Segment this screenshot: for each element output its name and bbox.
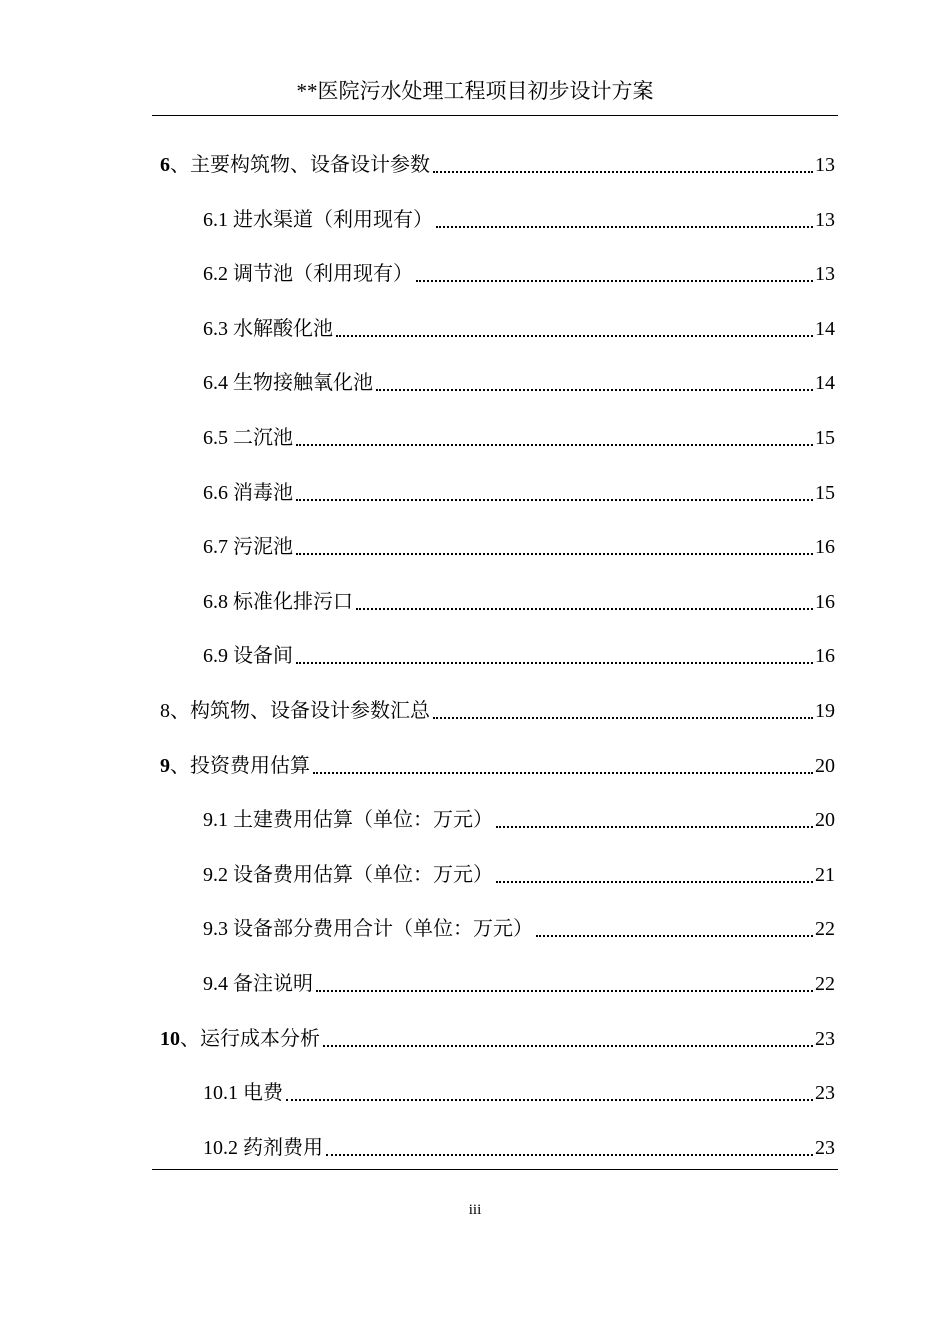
toc-dot-leader <box>316 990 813 992</box>
toc-entry[interactable] <box>203 639 835 673</box>
toc-entry[interactable] <box>160 694 835 728</box>
toc-entry-number: 9 <box>160 754 170 777</box>
toc-entry[interactable] <box>203 421 835 455</box>
toc-entry-label <box>203 1076 283 1110</box>
toc-entry-page: 14 <box>815 372 835 395</box>
toc-entry-text: 6.8 标准化排污口 <box>203 590 353 613</box>
toc-dot-leader <box>313 772 813 774</box>
toc-entry-label <box>203 803 493 837</box>
toc-entry[interactable] <box>203 803 835 837</box>
page-header-title: **医院污水处理工程项目初步设计方案 <box>296 79 654 103</box>
toc-entry-page: 19 <box>815 700 835 722</box>
toc-entry-label <box>203 912 533 946</box>
toc-entry-number: 10 <box>160 1027 180 1050</box>
toc-dot-leader <box>356 608 813 610</box>
toc-entry[interactable] <box>203 1131 835 1165</box>
toc-entry-label <box>203 366 373 400</box>
toc-entry-number: 6 <box>160 154 170 176</box>
toc-entry-text: 8、构筑物、设备设计参数汇总 <box>160 700 430 722</box>
toc-dot-leader <box>286 1099 813 1101</box>
toc-entry-text: 6.5 二沉池 <box>203 427 293 449</box>
toc-dot-leader <box>326 1154 813 1156</box>
toc-entry[interactable] <box>203 476 835 510</box>
toc-dot-leader <box>496 826 813 828</box>
toc-entry[interactable] <box>160 1022 835 1056</box>
toc-entry-page: 15 <box>815 427 835 449</box>
footer-rule <box>152 1169 838 1170</box>
toc-entry[interactable] <box>203 530 835 564</box>
toc-entry[interactable] <box>203 967 835 1001</box>
toc-entry-label <box>203 858 493 892</box>
toc-entry-page: 13 <box>815 208 835 231</box>
toc-entry[interactable] <box>160 749 835 783</box>
toc-entry-page: 15 <box>815 481 835 504</box>
toc-entry-label <box>203 203 433 237</box>
toc-entry-text: 6.6 消毒池 <box>203 481 293 504</box>
toc-entry-text: 、投资费用估算 <box>170 754 310 777</box>
toc-entry[interactable] <box>203 585 835 619</box>
toc-entry-page: 14 <box>815 317 835 340</box>
toc-entry-page: 22 <box>815 973 835 995</box>
toc-entry-page: 23 <box>815 1136 835 1159</box>
toc-dot-leader <box>433 717 813 719</box>
toc-entry-page: 20 <box>815 754 835 777</box>
toc-entry-page: 13 <box>815 154 835 176</box>
toc-entry-label <box>203 530 293 564</box>
toc-entry-page: 16 <box>815 536 835 559</box>
toc-entry-label <box>203 585 353 619</box>
toc-dot-leader <box>416 280 813 282</box>
toc-dot-leader <box>296 662 813 664</box>
toc-dot-leader <box>296 553 813 555</box>
toc-entry-label <box>203 476 293 510</box>
toc-dot-leader <box>536 935 813 937</box>
toc-dot-leader <box>323 1045 813 1047</box>
toc-entry-page: 23 <box>815 1027 835 1050</box>
toc-entry-label <box>160 148 430 182</box>
toc-dot-leader <box>296 444 813 446</box>
toc-entry-label <box>203 312 333 346</box>
toc-entry-text: 6.3 水解酸化池 <box>203 317 333 340</box>
toc-entry[interactable] <box>203 912 835 946</box>
toc-entry-label <box>203 421 293 455</box>
toc-entry-text: 、主要构筑物、设备设计参数 <box>170 154 430 176</box>
toc-entry[interactable] <box>203 312 835 346</box>
toc-entry-text: 9.3 设备部分费用合计（单位：万元） <box>203 918 533 941</box>
toc-entry-text: 10.1 电费 <box>203 1082 283 1105</box>
toc-entry-text: 6.7 污泥池 <box>203 536 293 559</box>
toc-entry-text: 6.4 生物接触氧化池 <box>203 372 373 395</box>
toc-entry[interactable] <box>203 1076 835 1110</box>
toc-entry-text: 9.2 设备费用估算（单位：万元） <box>203 863 493 886</box>
toc-dot-leader <box>296 499 813 501</box>
toc-entry-page: 21 <box>815 863 835 886</box>
toc-entry[interactable] <box>203 257 835 291</box>
toc-entry-text: 10.2 药剂费用 <box>203 1136 323 1159</box>
toc-entry-text: 9.1 土建费用估算（单位：万元） <box>203 809 493 832</box>
toc-entry[interactable] <box>160 148 835 182</box>
toc-entry-label <box>160 694 430 728</box>
toc-entry-text: 6.1 进水渠道（利用现有） <box>203 208 433 231</box>
toc-dot-leader <box>376 389 813 391</box>
toc-entry-page: 23 <box>815 1082 835 1105</box>
toc-entry[interactable] <box>203 858 835 892</box>
toc-dot-leader <box>496 881 813 883</box>
toc-entry-label <box>203 1131 323 1165</box>
toc-entry-text: 6.9 设备间 <box>203 645 293 668</box>
toc-entry-label <box>160 749 310 783</box>
page-number: iii <box>468 1202 482 1218</box>
toc-entry-text: 6.2 调节池（利用现有） <box>203 263 413 286</box>
toc-entry-text: 、运行成本分析 <box>180 1027 320 1050</box>
toc-entry[interactable] <box>203 203 835 237</box>
toc-dot-leader <box>433 171 813 173</box>
toc-entry-page: 22 <box>815 918 835 941</box>
toc-entry-text: 9.4 备注说明 <box>203 973 313 995</box>
toc-entry-page: 16 <box>815 645 835 668</box>
toc-entry-label <box>203 257 413 291</box>
toc-entry-label <box>160 1022 320 1056</box>
toc-entry-page: 20 <box>815 809 835 832</box>
toc-entry-page: 13 <box>815 263 835 286</box>
toc-dot-leader <box>336 335 813 337</box>
toc-entry[interactable] <box>203 366 835 400</box>
toc-dot-leader <box>436 226 813 228</box>
toc-entry-label <box>203 967 313 1001</box>
toc-entry-label <box>203 639 293 673</box>
toc-entry-page: 16 <box>815 590 835 613</box>
